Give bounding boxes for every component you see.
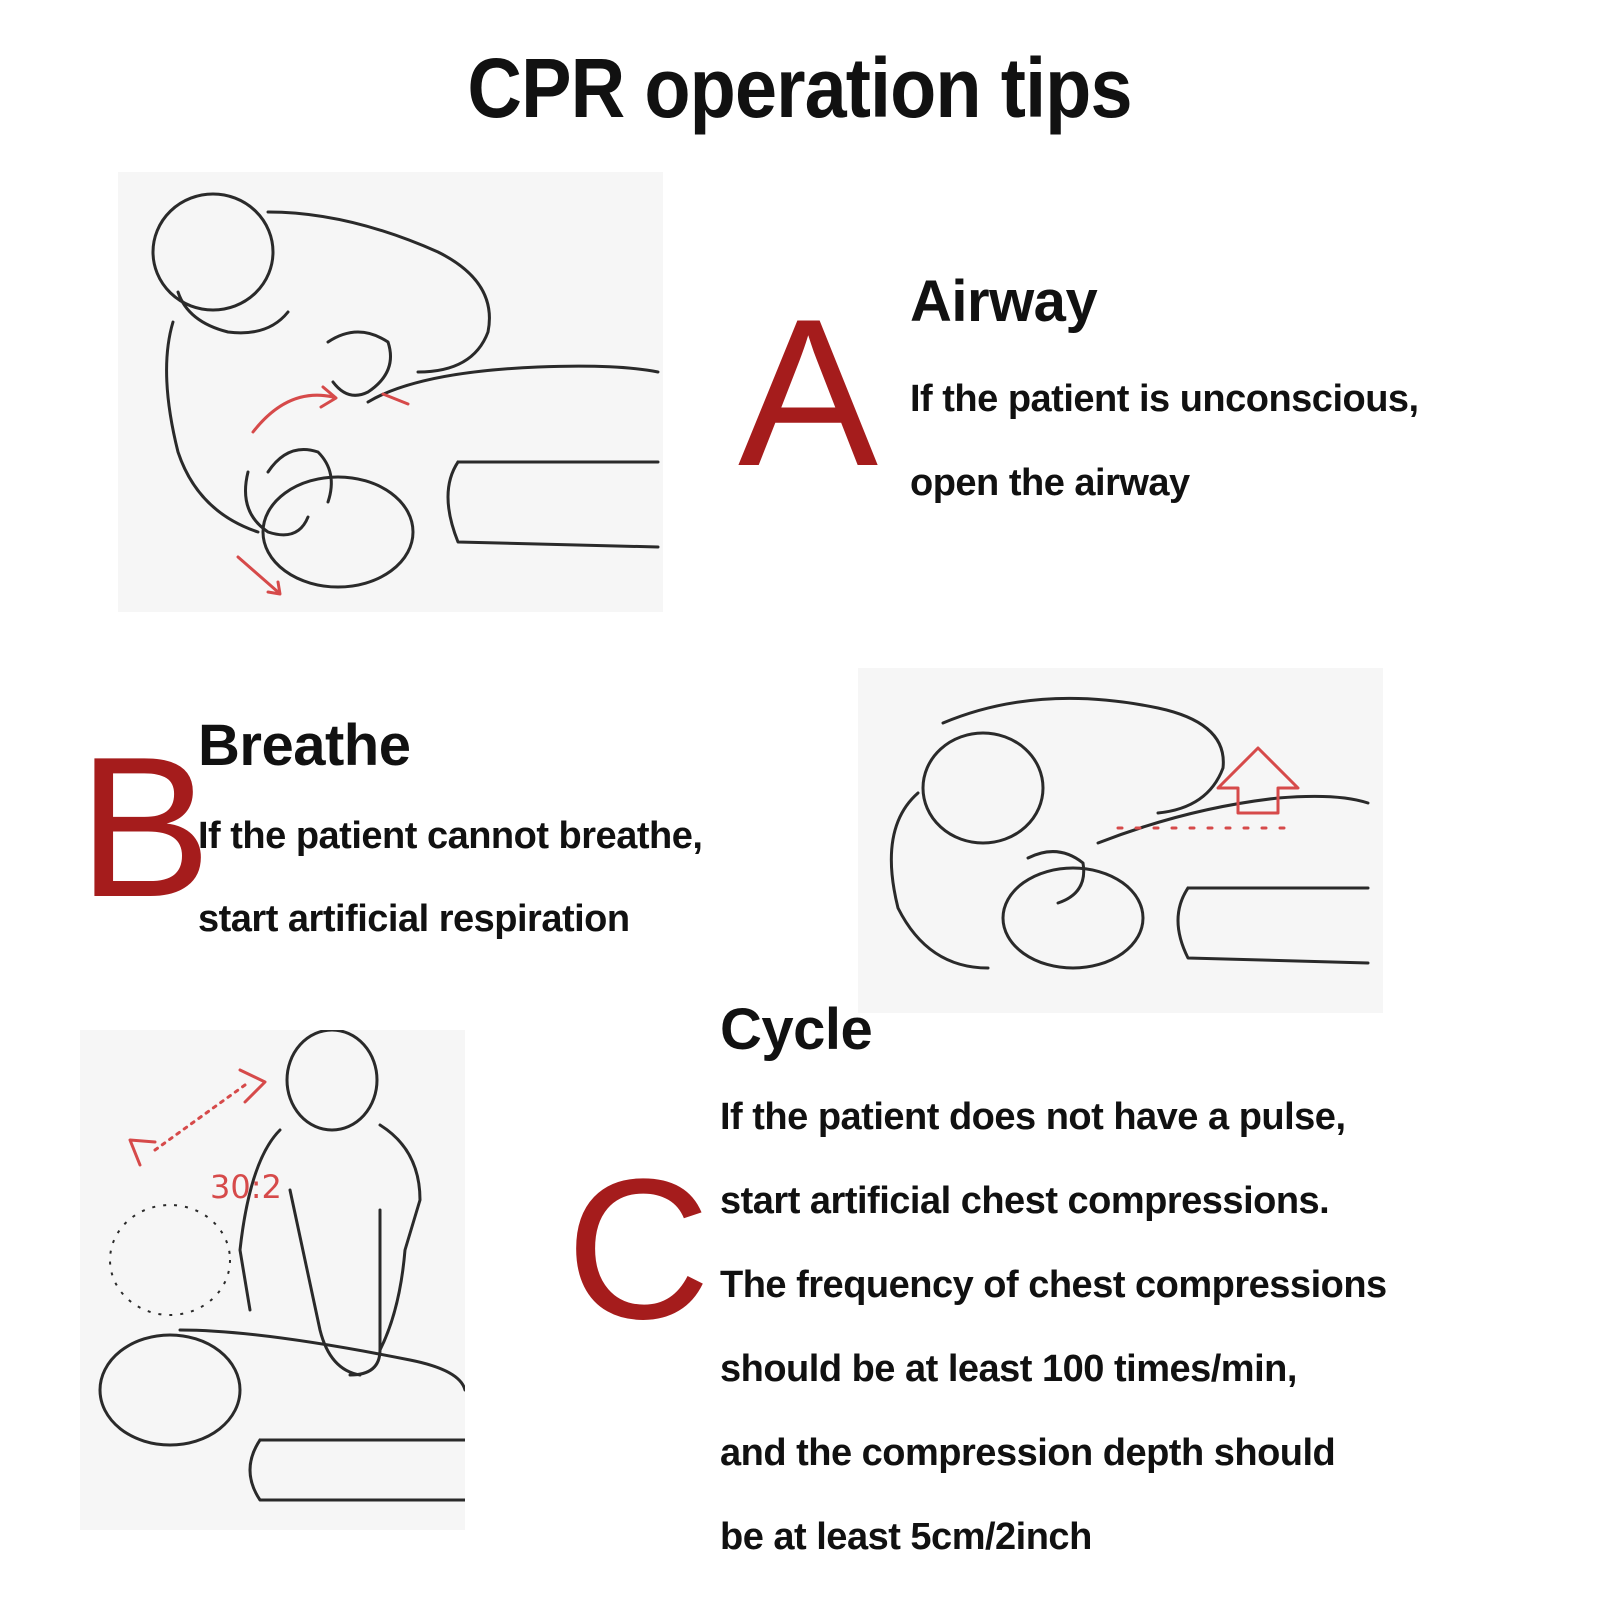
section-a-heading: Airway (910, 269, 1098, 334)
section-b-heading: Breathe (198, 713, 411, 778)
section-a-line-1: If the patient is unconscious, (910, 378, 1419, 420)
section-c-line-4: should be at least 100 times/min, (720, 1348, 1297, 1390)
section-c-line-3: The frequency of chest compressions (720, 1264, 1387, 1306)
section-b-line-1: If the patient cannot breathe, (198, 815, 703, 857)
airway-illustration (118, 172, 663, 612)
section-a-line-2: open the airway (910, 462, 1190, 504)
compression-illustration (80, 1030, 465, 1530)
page-title: CPR operation tips (467, 41, 1132, 135)
section-a-letter: A (738, 275, 879, 510)
section-c-line-2: start artificial chest compressions. (720, 1180, 1330, 1222)
section-c-line-1: If the patient does not have a pulse, (720, 1096, 1346, 1138)
section-c-letter: C (566, 1138, 711, 1361)
breathing-illustration (858, 668, 1383, 1013)
section-b-line-2: start artificial respiration (198, 898, 630, 940)
section-c-line-5: and the compression depth should (720, 1432, 1336, 1474)
section-c-line-6: be at least 5cm/2inch (720, 1516, 1092, 1558)
section-c-heading: Cycle (720, 997, 873, 1062)
section-b-letter: B (78, 716, 212, 939)
ratio-label: 30:2 (210, 1168, 282, 1206)
